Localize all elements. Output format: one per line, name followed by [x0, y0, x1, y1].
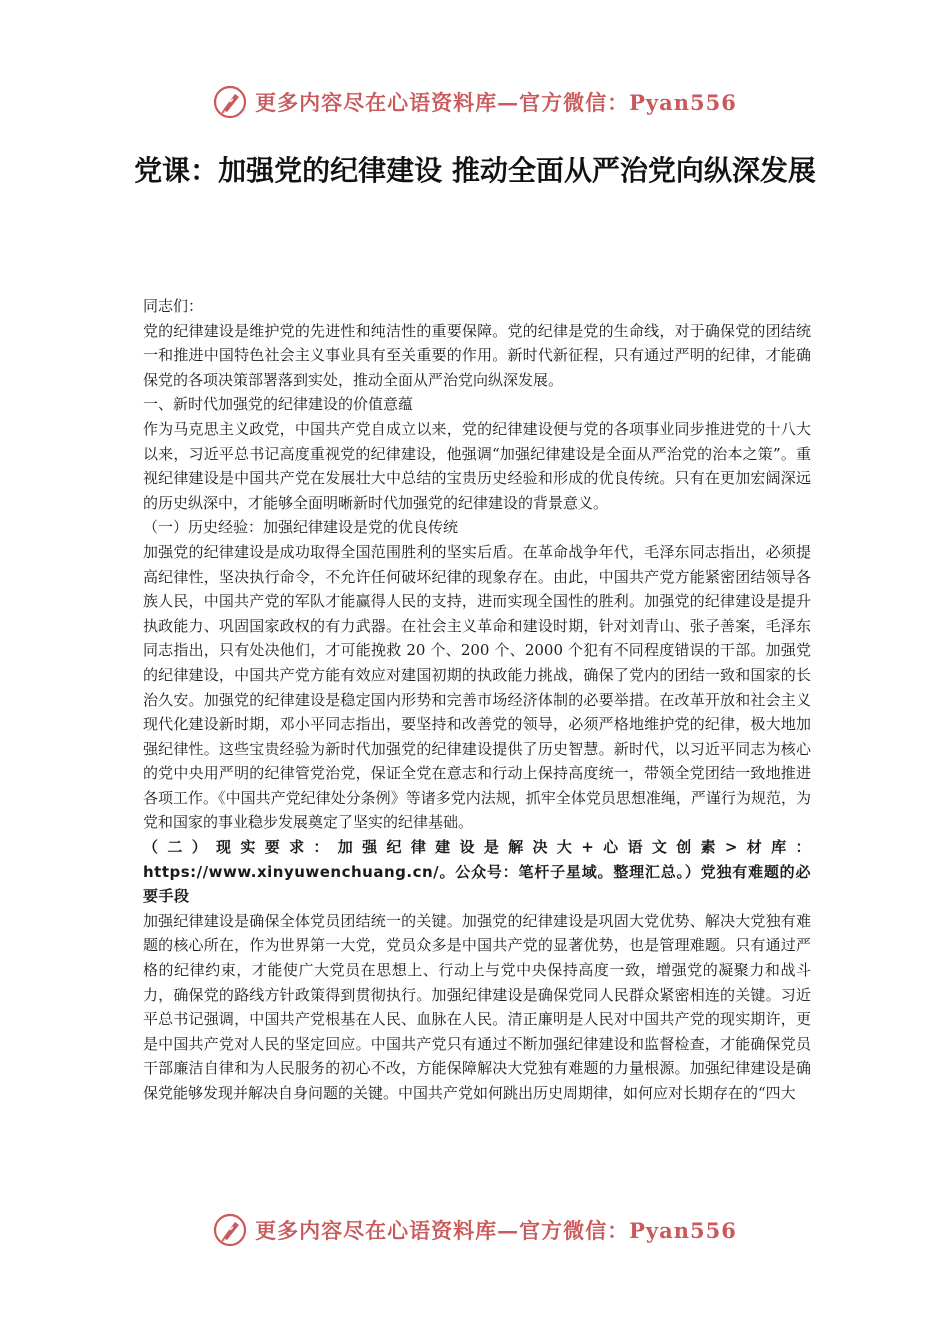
subsection-2-paragraph: 加强纪律建设是确保全体党员团结统一的关键。加强党的纪律建设是巩固大党优势、解决大党独有难题的核心所在，作为世界第一大党，党员众多是中国共产党的显著优势，也是管理难题。只有通过严格的纪律约束，才能使广大党员在思想上、行动上与党中央保持高度一致，增强党的凝聚力和战斗力，确保党的路线方针政策得到贯彻执行。加强纪律建设是确保党同人民群众紧密相连的关键。习近平总书记强调，中国共产党根基在人民、血脉在人民。清正廉明是人民对中国共产党的现实期许，更是中国共产党对人民的坚定回应。中国共产党只有通过不断加强纪律建设和监督检查，才能确保党员干部廉洁自律和为人民服务的初心不改，方能保障解决大党独有难题的力量根源。加强纪律建设是确保党能够发现并解决自身问题的关键。中国共产党如何跳出历史周期律，如何应对长期存在的“四大 [143, 911, 811, 1102]
header-banner [0, 80, 950, 124]
footer-banner [0, 1208, 950, 1252]
salutation: 同志们： [143, 297, 204, 315]
document-body [143, 294, 811, 1106]
banner-text: 更多内容尽在心语资料库—官方微信：Pyan556 [255, 1218, 737, 1243]
subsection-heading-2: （二）现实要求：加强纪律建设是解决大+心语文创素>材库：https://www.xinyuwenchuang.cn/。公众号：笔杆子星域。整理汇总。）党独有难题的必要手段 [143, 838, 811, 906]
intro-paragraph: 党的纪律建设是维护党的先进性和纯洁性的重要保障。党的纪律是党的生命线，对于确保党的团结统一和推进中国特色社会主义事业具有至关重要的作用。新时代新征程，只有通过严明的纪律，才能确保党的各项决策部署落到实处，推动全面从严治党向纵深发展。 [143, 321, 811, 389]
section-heading-1: 一、新时代加强党的纪律建设的价值意蕴 [143, 395, 414, 414]
banner-text: 更多内容尽在心语资料库—官方微信：Pyan556 [255, 90, 737, 115]
subsection-1-paragraph: 加强党的纪律建设是成功取得全国范围胜利的坚实后盾。在革命战争年代，毛泽东同志指出，必须提高纪律性，坚决执行命令，不允许任何破坏纪律的现象存在。由此，中国共产党方能紧密团结领导各族人民，中国共产党的军队才能赢得人民的支持，进而实现全国性的胜利。加强党的纪律建设是提升执政能力、巩固国家政权的有力武器。在社会主义革命和建设时期，针对刘青山、张子善案，毛泽东同志指出，只有处决他们，才可能挽救 20 个、200 个、2000 个犯有不同程度错误的干部。加强党的纪律建设，中国共产党方能有效应对建国初期的执政能力挑战，确保了党内的团结一致和国家的长治久安。加强党的纪律建设是稳定国内形势和完善市场经济体制的必要举措。在改革开放和社会主义现代化建设新时期，邓小平同志指出，要坚持和改善党的领导，必须严格地维护党的纪律，极大地加强纪律性。这些宝贵经验为新时代加强党的纪律建设提供了历史智慧。新时代，以习近平同志为核心的党中央用严明的纪律管党治党，保证全党在意志和行动上保持高度统一，带领全党团结一致地推进各项工作。《中国共产党纪律处分条例》等诸多党内法规，抓牢全体党员思想准绳，严谨行为规范，为党和国家的事业稳步发展奠定了坚实的纪律基础。 [143, 542, 811, 832]
page-title: 党课：加强党的纪律建设 推动全面从严治党向纵深发展 [134, 154, 816, 187]
pen-nib-logo-icon [213, 85, 247, 119]
subsection-heading-1: （一）历史经验：加强纪律建设是党的优良传统 [143, 518, 459, 537]
pen-nib-logo-icon [213, 1213, 247, 1247]
section-1-paragraph: 作为马克思主义政党，中国共产党自成立以来，党的纪律建设便与党的各项事业同步推进党的十八大以来，习近平总书记高度重视党的纪律建设，他强调“加强纪律建设是全面从严治党的治本之策”。重视纪律建设是中国共产党在发展壮大中总结的宝贵历史经验和形成的优良传统。只有在更加宏阔深远的历史纵深中，才能够全面明晰新时代加强党的纪律建设的背景意义。 [143, 419, 811, 512]
